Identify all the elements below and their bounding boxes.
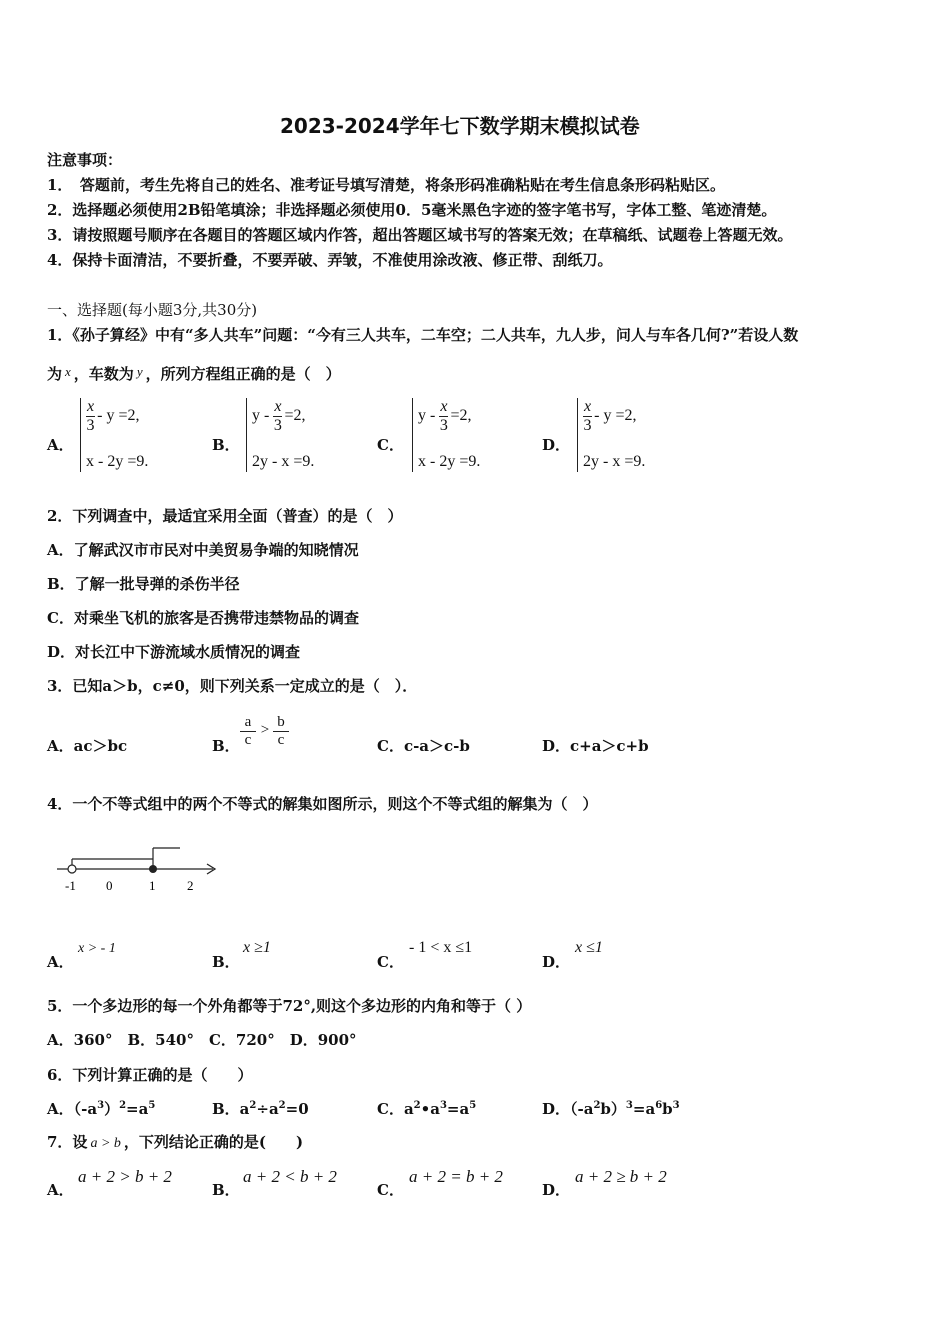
- q5-options: A．360° B．540° C．720° D．900°: [47, 1031, 357, 1049]
- section-heading: 一、选择题(每小题3分,共30分): [47, 301, 258, 319]
- brace: [246, 398, 247, 472]
- q6-option-b: B．$a^2\div a^2=0$: [212, 1100, 309, 1118]
- page-title: 2023-2024学年七下数学期末模拟试卷: [280, 114, 640, 138]
- q7-option-b-expr: a + 2 < b + 2: [243, 1167, 337, 1186]
- brace: [80, 398, 81, 472]
- q2-option-a: A．了解武汉市市民对中美贸易争端的知晓情况: [47, 541, 359, 559]
- q4-option-b-label: B．: [212, 953, 240, 971]
- tick-label: -1: [65, 878, 76, 893]
- q6-option-c: C．$a^2•a^3=a^5$: [377, 1100, 477, 1118]
- q4-option-d-expr: x ≤1: [575, 939, 603, 956]
- notice-item: 1． 答题前，考生先将自己的姓名、准考证号填写清楚，将条形码准确粘贴在考生信息条形码粘贴区。: [47, 176, 725, 194]
- q7-option-a-label: A．: [47, 1181, 74, 1199]
- tick-label: 0: [106, 878, 113, 893]
- q7-option-c-expr: a + 2 = b + 2: [409, 1167, 503, 1186]
- q3-fraction-b-over-c: $\frac{b}{c}$: [273, 714, 289, 749]
- brace: [412, 398, 413, 472]
- brace: [577, 398, 578, 472]
- q6-option-d: D．$(-a^2b)^3=a^6b^3$: [542, 1100, 680, 1118]
- q1-stem-line2: 为 x ，车数为 y ，所列方程组正确的是（ ）: [47, 364, 341, 383]
- q3-stem: 3．已知a＞b，c≠0，则下列关系一定成立的是（ ）．: [47, 677, 418, 695]
- q2-option-c: C．对乘坐飞机的旅客是否携带违禁物品的调查: [47, 609, 359, 627]
- q1-stem: 1．《孙子算经》中有“多人共车”问题：“今有三人共车，二车空；二人共车，九人步，问人与车各几何?”若设人数: [47, 326, 799, 344]
- q7-stem: 7．设 a > b ，下列结论正确的是( ): [47, 1133, 304, 1151]
- q4-option-c-label: C．: [377, 953, 404, 971]
- filled-dot: [149, 865, 157, 873]
- q4-option-a-label: A．: [47, 953, 74, 971]
- q3-option-a: A．ac＞bc: [47, 737, 128, 755]
- q3-option-b-label: B．: [212, 737, 240, 755]
- q4-option-d-label: D．: [542, 953, 571, 971]
- q2-option-d: D．对长江中下游流域水质情况的调查: [47, 643, 301, 661]
- q5-stem: 5．一个多边形的每一个外角都等于72°,则这个多边形的内角和等于（ ）: [47, 997, 532, 1015]
- q3-gt-sign: >: [260, 722, 270, 738]
- q6-option-a: A．$(-a^3)^2=a^5$: [47, 1100, 156, 1118]
- q7-option-d-expr: a + 2 ≥ b + 2: [575, 1167, 667, 1186]
- q2-stem: 2．下列调查中，最适宜采用全面（普查）的是（ ）: [47, 507, 403, 525]
- q7-option-c-label: C．: [377, 1181, 404, 1199]
- notice-item: 4．保持卡面清洁，不要折叠，不要弄破、弄皱，不准使用涂改液、修正带、刮纸刀。: [47, 251, 613, 269]
- q4-option-c-expr: - 1 < x ≤1: [409, 939, 473, 956]
- q3-fraction-a-over-c: $\frac{a}{c}$: [240, 714, 256, 749]
- q1-option-c-label: C．: [377, 436, 404, 454]
- notice-item: 3．请按照题号顺序在各题目的答题区域内作答，超出答题区域书写的答案无效；在草稿纸、试题卷上答题无效。: [47, 226, 793, 244]
- q1-option-a-label: A．: [47, 436, 74, 454]
- notice-heading: 注意事项：: [47, 151, 123, 169]
- q4-option-a-expr: x > - 1: [78, 941, 116, 956]
- notice-item: 2．选择题必须使用2B铅笔填涂；非选择题必须使用0．5毫米黑色字迹的签字笔书写，字体工整、笔迹清楚。: [47, 201, 777, 219]
- q3-option-c: C．c-a＞c-b: [377, 737, 470, 755]
- q7-option-a-expr: a + 2 > b + 2: [78, 1167, 172, 1186]
- open-dot: [68, 865, 76, 873]
- tick-label: 2: [187, 878, 194, 893]
- q4-option-b-expr: x ≥1: [243, 939, 271, 956]
- q6-stem: 6．下列计算正确的是（ ）: [47, 1066, 253, 1084]
- tick-label: 1: [149, 878, 156, 893]
- q2-option-b: B．了解一批导弹的杀伤半径: [47, 575, 240, 593]
- number-line-figure: [55, 843, 225, 898]
- q3-option-d: D．c+a＞c+b: [542, 737, 649, 755]
- q7-option-b-label: B．: [212, 1181, 240, 1199]
- q7-option-d-label: D．: [542, 1181, 571, 1199]
- q1-option-d-label: D．: [542, 436, 571, 454]
- q4-stem: 4．一个不等式组中的两个不等式的解集如图所示，则这个不等式组的解集为（ ）: [47, 795, 598, 813]
- q1-option-b-label: B．: [212, 436, 240, 454]
